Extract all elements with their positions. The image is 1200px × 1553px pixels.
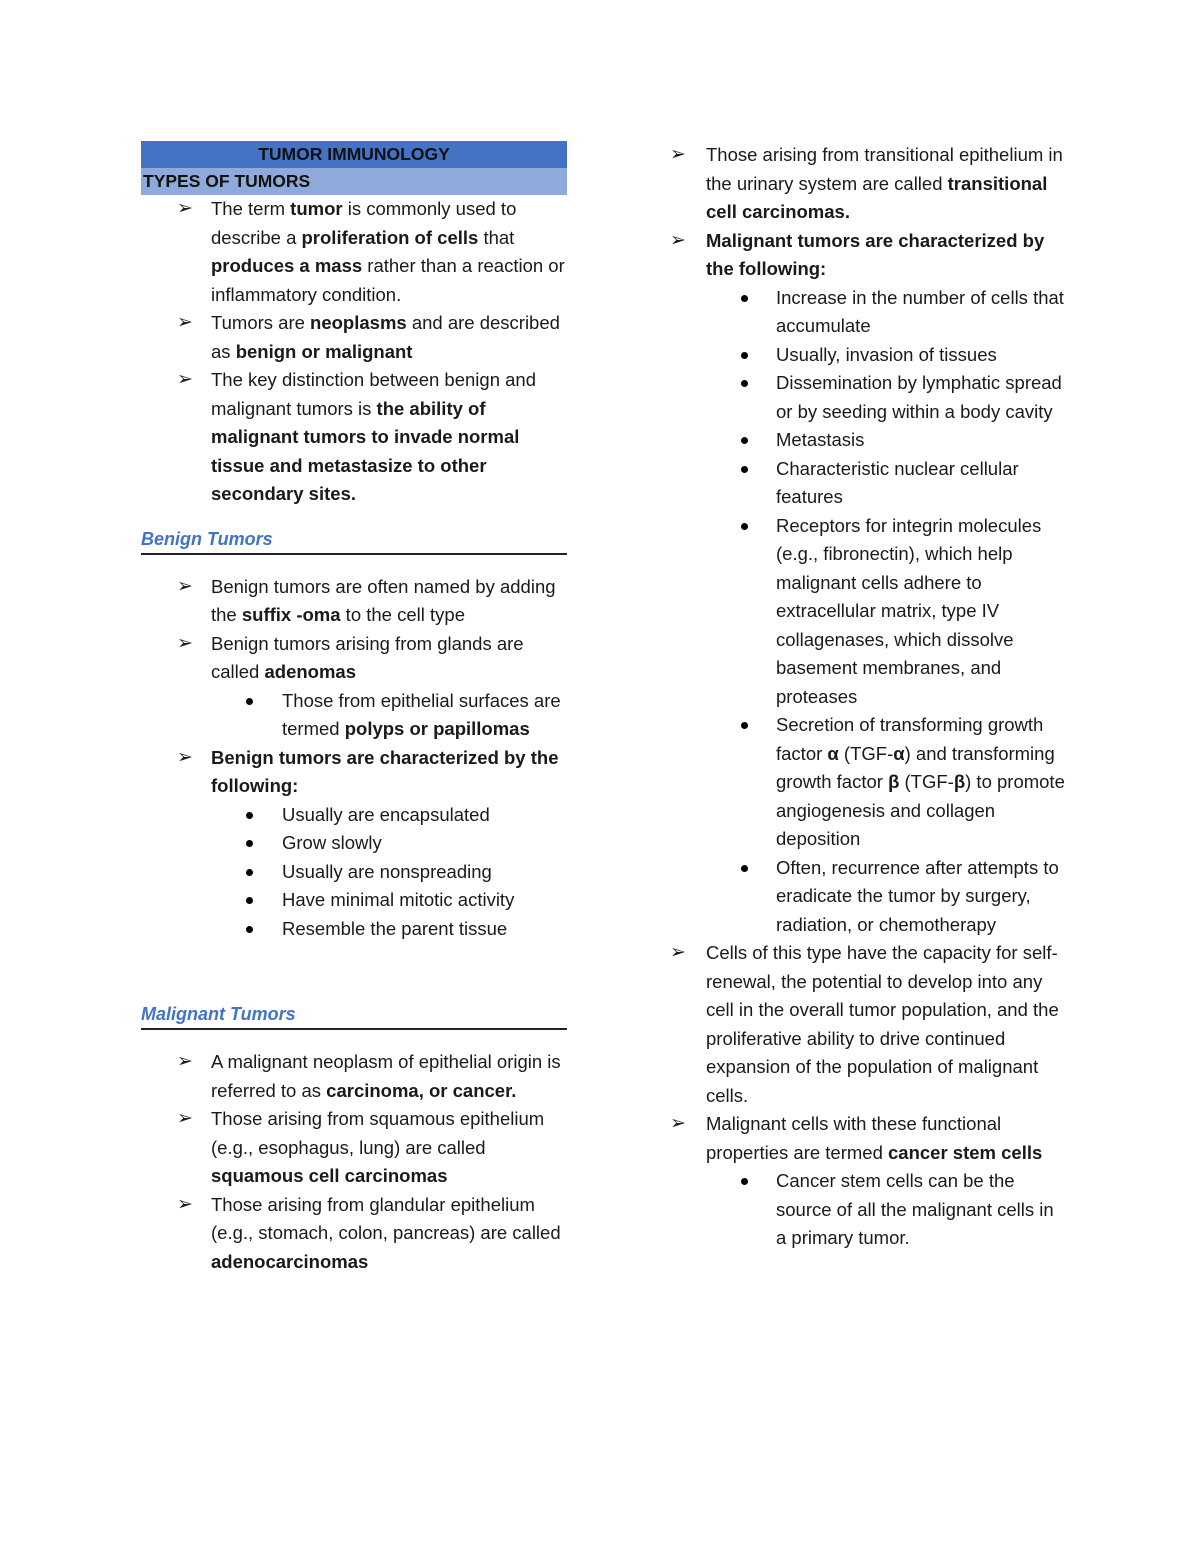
arrow-bullet-icon: ➢ [177,1108,193,1129]
text-run: Usually are encapsulated [282,803,490,825]
arrow-bullet-icon: ➢ [177,746,193,768]
bullet-dot-icon [741,352,748,359]
bold-text: Malignant tumors are characterized by the following: [706,229,1045,279]
text-run: Benign tumors are often named by adding the [211,575,556,625]
text-run: Those from epithelial surfaces are termed [282,689,561,739]
bullet-item [668,854,1068,940]
bold-text: cancer stem cells [888,1141,1043,1163]
text-run: to the cell type [340,604,465,625]
text-run: Cancer stem cells can be the source of all the malignant cells in a primary tumor. [776,1170,1054,1248]
arrow-item [141,1048,567,1105]
text-run: Characteristic nuclear cellular features [776,457,1019,507]
bullet-dot-icon [246,812,253,819]
bullet-dot-icon [246,897,253,904]
bullet-item [668,341,1068,370]
text-run: The key distinction between benign and malignant tumors is [211,369,536,419]
arrow-bullet-icon: ➢ [670,1113,686,1134]
bold-text: carcinoma, or cancer. [326,1079,517,1101]
text-run: Dissemination by lymphatic spread or by seeding within a body cavity [776,372,1062,422]
bold-text: tumor [290,198,343,219]
benign-list [141,573,567,944]
bold-text: squamous cell carcinomas [211,1165,448,1186]
bold-text: benign or malignant [235,340,413,362]
bold-text: produces a mass [211,255,363,276]
bold-text: proliferation of cells [301,226,479,248]
benign-heading: Benign Tumors [141,526,567,555]
bullet-item [668,284,1068,341]
bullet-item [141,687,567,744]
bold-text: polyps or papillomas [344,718,530,739]
text-run: Usually are nonspreading [282,860,492,882]
text-run: Cells of this type have the capacity for self-renewal, the potential to develop into any cell in the overall tumor population, and the proliferative ability to drive continued expansion of the population of malignant cells. [706,942,1059,1106]
bold-text: β [888,771,900,792]
text-run: Those arising from glandular epithelium (e.g., stomach, colon, pancreas) are called [211,1193,561,1243]
bullet-item [668,1167,1068,1253]
text-run: ) to promote angiogenesis and collagen deposition [776,771,1065,849]
arrow-bullet-icon: ➢ [670,144,686,165]
arrow-item [141,1105,567,1191]
text-run: Malignant cells with these functional properties are termed [706,1113,1002,1163]
bullet-dot-icon [741,380,748,387]
document-title: TUMOR IMMUNOLOGY [141,141,567,168]
text-run: Usually, invasion of tissues [776,343,997,365]
text-run: Increase in the number of cells that accumulate [776,286,1064,336]
text-run: The term [211,198,291,219]
arrow-bullet-icon: ➢ [177,1193,193,1215]
bold-text: β [953,771,966,792]
text-run: and are described as [211,312,560,362]
bullet-dot-icon [246,840,253,847]
bullet-item [141,915,567,944]
bullet-dot-icon [741,865,748,872]
bullet-dot-icon [246,869,253,876]
right-list [668,141,1068,1253]
bold-text: Benign tumors are characterized by the following: [211,746,559,796]
section-title-types: TYPES OF TUMORS [141,168,567,195]
text-run: Those arising from squamous epithelium (e.g., esophagus, lung) are called [211,1108,545,1158]
bold-text: neoplasms [310,312,407,333]
bullet-item [668,711,1068,854]
arrow-item [141,630,567,687]
arrow-bullet-icon: ➢ [670,942,686,963]
bullet-item [668,455,1068,512]
malignant-list [141,1048,567,1276]
bullet-dot-icon [246,698,253,705]
bullet-dot-icon [741,1178,748,1185]
text-run: Often, recurrence after attempts to eradicate the tumor by surgery, radiation, or chemotherapy [776,856,1059,935]
bold-text: α [893,742,905,764]
bullet-dot-icon [741,466,748,473]
text-run: Have minimal mitotic activity [282,889,515,910]
arrow-item [141,309,567,366]
arrow-bullet-icon: ➢ [177,198,193,219]
arrow-bullet-icon: ➢ [177,312,193,333]
text-run: Tumors are [211,312,311,333]
text-run: (TGF- [899,771,954,792]
bold-text: suffix -oma [241,604,341,625]
text-run: Metastasis [776,429,865,450]
arrow-bullet-icon: ➢ [177,369,193,390]
bullet-item [668,426,1068,455]
text-run: ) and transforming growth factor [776,742,1055,792]
text-run: rather than a reaction or inflammatory condition. [211,255,565,305]
arrow-item [668,939,1068,1110]
arrow-item [141,1191,567,1277]
bullet-dot-icon [741,295,748,302]
arrow-item [141,573,567,630]
text-run: Grow slowly [282,832,382,853]
arrow-bullet-icon: ➢ [177,632,193,654]
bold-text: adenocarcinomas [211,1250,369,1272]
bullet-item [141,829,567,858]
text-run: Resemble the parent tissue [282,917,508,939]
bullet-item [141,858,567,887]
text-run: Benign tumors arising from glands are called [211,632,524,682]
bullet-item [668,369,1068,426]
bullet-dot-icon [741,722,748,729]
arrow-bullet-icon: ➢ [670,229,686,251]
malignant-heading: Malignant Tumors [141,1001,567,1030]
arrow-item [141,744,567,801]
bullet-dot-icon [246,926,253,933]
text-run: Receptors for integrin molecules (e.g., fibronectin), which help malignant cells adhere to extracellular matrix, type IV collagenases, which dissolve basement membranes, and proteases [776,514,1042,707]
bold-text: transitional cell carcinomas. [706,172,1048,222]
arrow-item [141,195,567,309]
arrow-item [668,227,1068,284]
bold-text: the ability of malignant tumors to invade normal tissue and metastasize to other secondary sites. [211,397,520,504]
arrow-item [668,141,1068,227]
bullet-item [141,886,567,915]
text-run: is commonly used to describe a [211,198,517,248]
arrow-item [141,366,567,509]
bullet-dot-icon [741,523,748,530]
left-column [141,141,567,1276]
text-run: Secretion of transforming growth factor [776,714,1044,764]
bullet-dot-icon [741,437,748,444]
arrow-bullet-icon: ➢ [177,1051,193,1072]
arrow-item [668,1110,1068,1167]
bullet-item [141,801,567,830]
text-run: that [478,226,515,248]
right-column [668,141,1068,1253]
intro-list [141,195,567,509]
bold-text: adenomas [264,661,356,682]
text-run: (TGF- [838,742,894,764]
text-run: A malignant neoplasm of epithelial origin is referred to as [211,1051,561,1101]
text-run: Those arising from transitional epithelium in the urinary system are called [706,144,1063,194]
arrow-bullet-icon: ➢ [177,575,193,597]
bullet-item [668,512,1068,712]
bold-text: α [827,742,839,764]
